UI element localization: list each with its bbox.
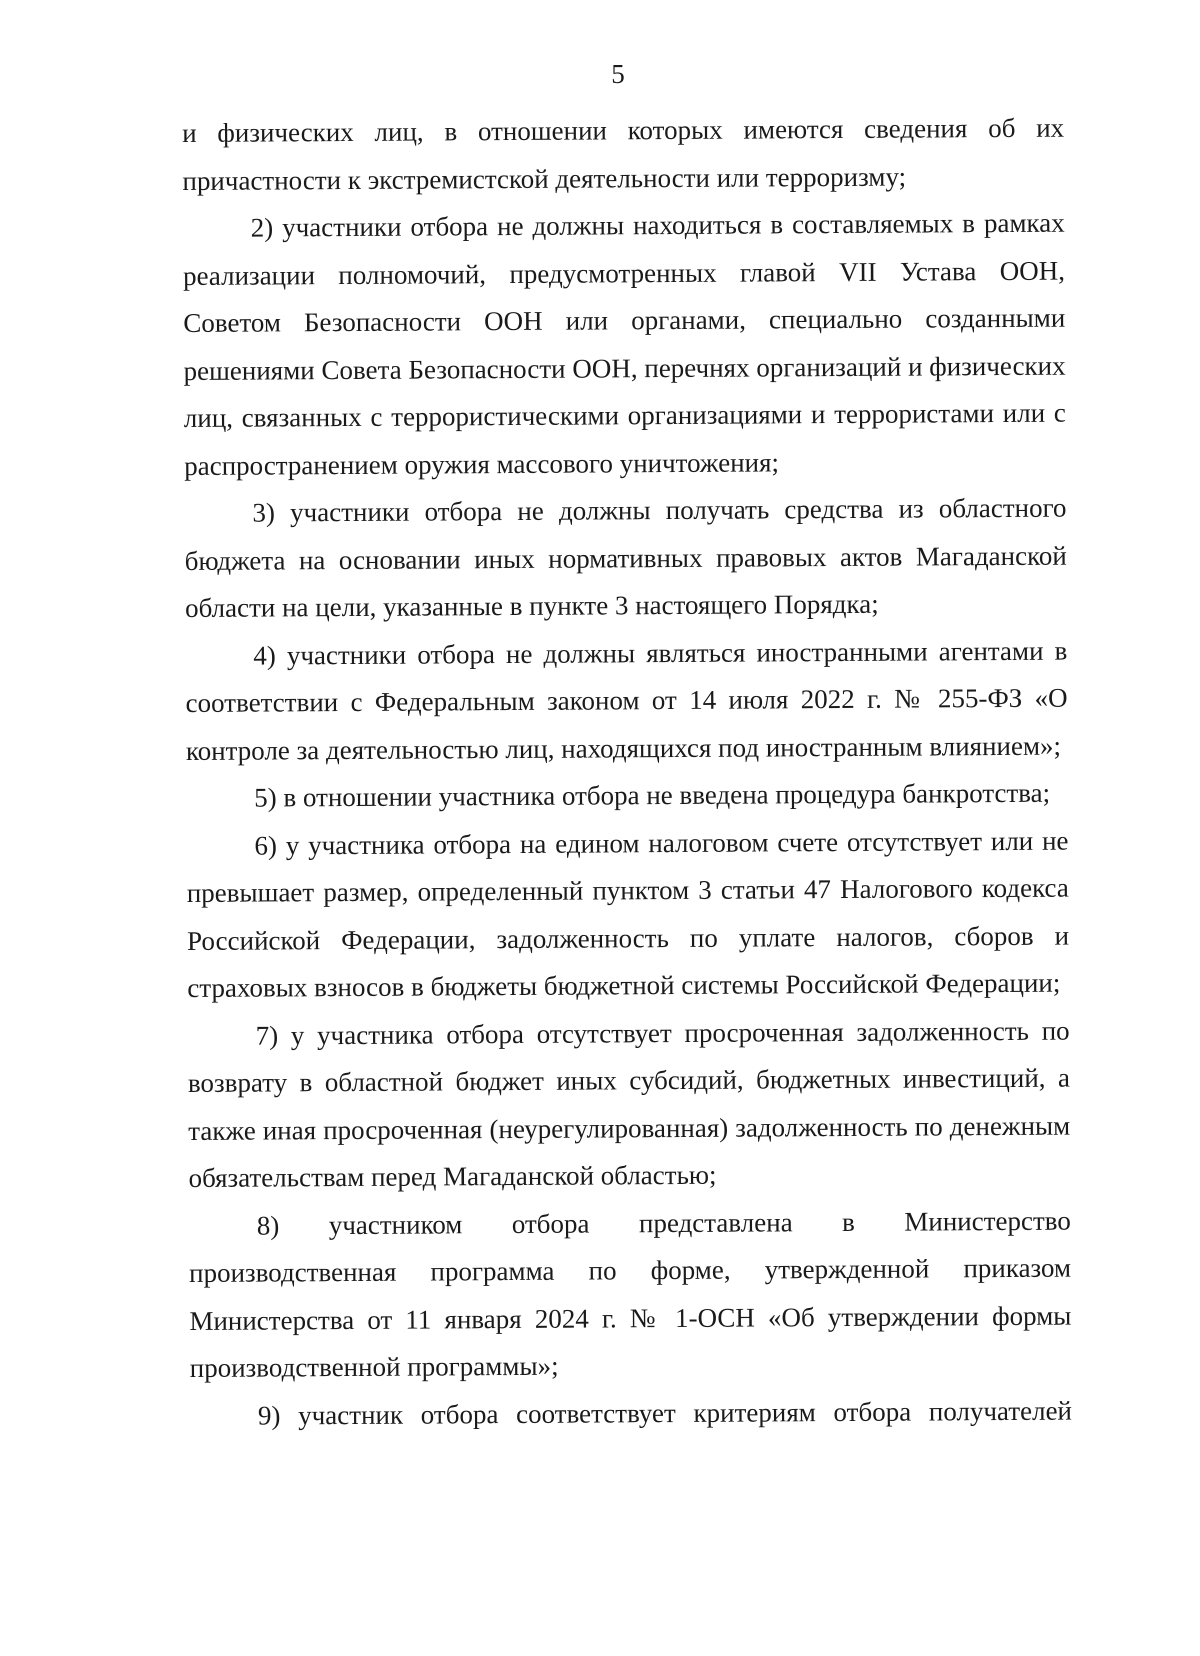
paragraph-item-8: 8) участником отбора представлена в Министерство производственная программа по форме, утвержденной приказом Министерства от 11 января 2024 г. № 1-ОСН «Об утверждении формы производственной программы»; [189, 1205, 1072, 1383]
document-body [182, 105, 1072, 1440]
paragraph-item-9: 9) участник отбора соответствует критериям отбора получателей [257, 1395, 1073, 1431]
paragraph-item-5: 5) в отношении участника отбора не введена процедура банкротства; [254, 777, 1051, 813]
paragraph-item-7: 7) у участника отбора отсутствует просроченная задолженность по возврату в областной бюджет иных субсидий, бюджетных инвестиций, а также иная просроченная (неурегулированная) задолженность по денежным обязательствам перед Магаданской областью; [187, 1015, 1071, 1193]
paragraph-item-6: 6) у участника отбора на едином налоговом счете отсутствует или не превышает размер, определенный пунктом 3 статьи 47 Налогового кодекса Российской Федерации, задолженность по уплате налогов, сборов и страховых взносов в бюджеты бюджетной системы Российской Федерации; [186, 825, 1070, 1003]
paragraph-continuation: и физических лиц, в отношении которых имеются сведения об их причастности к экстремистской деятельности или терроризму; [182, 112, 1065, 196]
paragraph-item-3: 3) участники отбора не должны получать средства из областного бюджета на основании иных нормативных правовых актов Магаданской области на цели, указанные в пункте 3 настоящего Порядка; [184, 492, 1067, 623]
paragraph-item-4: 4) участники отбора не должны являться иностранными агентами в соответствии с Федеральным законом от 14 июля 2022 г. № 255-ФЗ «О контроле за деятельностью лиц, находящихся под иностранным влиянием»; [185, 635, 1068, 766]
paragraph-item-2: 2) участники отбора не должны находиться в составляемых в рамках реализации полномочий, предусмотренных главой VII Устава ООН, Советом Безопасности ООН или органами, специально созданными решениями Совета Безопасности ООН, перечнях организаций и физических лиц, связанных с террористическими организациями и террористами или с распространением оружия массового уничтожения; [182, 207, 1066, 481]
page-number: 5 [611, 59, 625, 89]
